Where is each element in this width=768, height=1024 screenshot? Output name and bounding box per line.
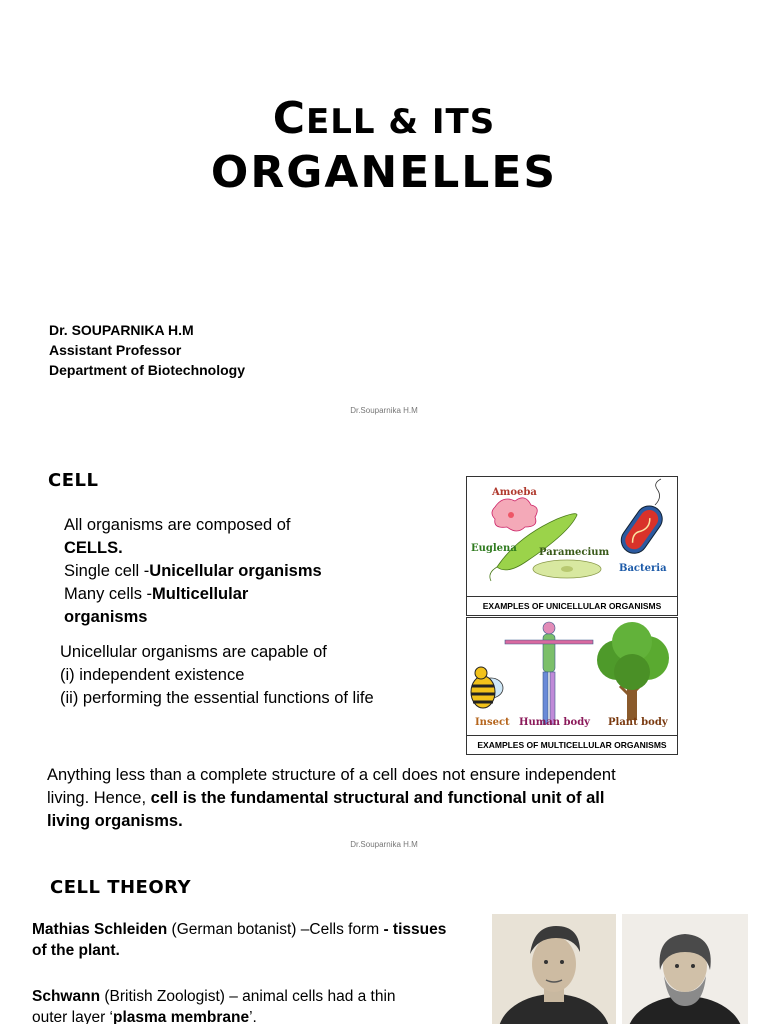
plant-body-shape xyxy=(597,622,669,720)
schleiden-portrait xyxy=(492,914,616,1024)
text-line: organisms xyxy=(64,608,148,626)
label-amoeba: Amoeba xyxy=(492,487,537,498)
portrait-illustration xyxy=(492,914,616,1024)
schwann-statement: Schwann (British Zoologist) – animal cells had a thin outer layer ‘plasma membrane’. xyxy=(32,988,396,1024)
label-plant-body: Plant body xyxy=(608,717,668,728)
amoeba-shape xyxy=(492,498,537,531)
slide-footer: Dr.Souparnika H.M xyxy=(350,840,418,849)
unicellular-examples-image xyxy=(466,476,678,616)
title-line2: ORGANELLES xyxy=(210,147,558,199)
label-insect: Insect xyxy=(475,717,510,728)
text-line: living. Hence, cell is the fundamental structural and functional unit of all xyxy=(47,789,605,807)
slide-title xyxy=(0,93,768,199)
text-line: Single cell -Unicellular organisms xyxy=(64,562,322,580)
paragraph-fundamental-unit xyxy=(47,764,616,833)
paragraph-unicellular xyxy=(60,641,374,710)
text-line: living organisms. xyxy=(47,812,183,830)
text-line: (i) independent existence xyxy=(60,666,245,684)
insect-shape xyxy=(471,667,503,708)
schleiden-statement: Mathias Schleiden (German botanist) –Cells form - tissues of the plant. xyxy=(32,921,447,959)
schwann-portrait xyxy=(622,914,748,1024)
slide-heading: CELL THEORY xyxy=(50,877,192,898)
multicellular-examples-image xyxy=(466,617,678,755)
author-department: Department of Biotechnology xyxy=(49,362,246,378)
author-name: Dr. SOUPARNIKA H.M xyxy=(49,322,194,338)
paragraph-cells xyxy=(64,514,322,629)
text-line: CELLS. xyxy=(64,539,123,557)
cell-slide xyxy=(0,428,768,856)
title-slide xyxy=(0,0,768,428)
text-line: (ii) performing the essential functions of life xyxy=(60,689,374,707)
author-block xyxy=(49,320,245,380)
human-body-shape xyxy=(505,622,593,724)
author-title: Assistant Professor xyxy=(49,342,182,358)
title-initial: C xyxy=(272,93,307,144)
text-line: Anything less than a complete structure of a cell does not ensure independent xyxy=(47,766,616,784)
label-bacteria: Bacteria xyxy=(619,563,667,574)
slide-footer: Dr.Souparnika H.M xyxy=(350,406,418,415)
title-rest: ELL & ITS xyxy=(306,102,496,142)
unicellular-caption: EXAMPLES OF UNICELLULAR ORGANISMS xyxy=(467,596,677,615)
scientist-name: Schwann xyxy=(32,988,101,1005)
bacteria-shape xyxy=(616,501,667,559)
text-line: Many cells -Multicellular xyxy=(64,585,249,603)
slide-heading: CELL xyxy=(48,470,99,491)
multicellular-caption: EXAMPLES OF MULTICELLULAR ORGANISMS xyxy=(467,735,677,754)
label-euglena: Euglena xyxy=(471,543,517,554)
label-human-body: Human body xyxy=(519,717,590,728)
text-line: Unicellular organisms are capable of xyxy=(60,643,327,661)
label-paramecium: Paramecium xyxy=(539,547,610,558)
portrait-illustration xyxy=(622,914,748,1024)
scientist-name: Mathias Schleiden xyxy=(32,921,168,938)
text-line: All organisms are composed of xyxy=(64,516,291,534)
cell-theory-slide xyxy=(0,856,768,1024)
